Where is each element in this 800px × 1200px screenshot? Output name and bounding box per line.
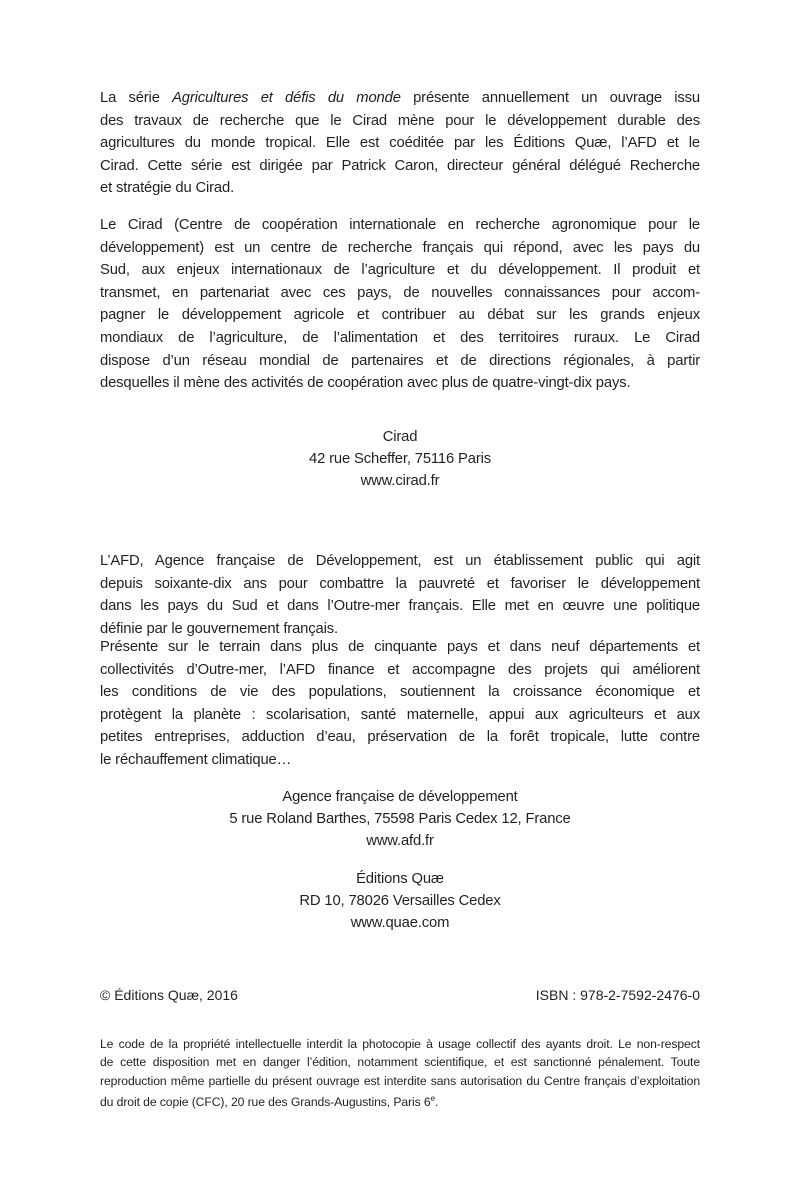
- text-line: dans les pays du Sud et dans l’Outre-mer français. Elle met en œuvre une politique: [100, 598, 700, 615]
- text-line: transmet, en partenariat avec ces pays, de nouvelles connaissances pour accom-: [100, 284, 700, 301]
- quae-address: [100, 868, 700, 934]
- text-line: www.quae.com: [350, 915, 450, 931]
- text-line: www.cirad.fr: [360, 473, 440, 489]
- text-line: RD 10, 78026 Versailles Cedex: [299, 893, 501, 909]
- text-line: mondiaux de l’agriculture, de l’alimentation et des territoires ruraux. Le Cirad: [100, 329, 700, 346]
- afd-about-paragraph: [100, 636, 700, 772]
- text-line: de cette disposition met en danger l’édition, notamment scientifique, et est sanctionné pénalement. Toute: [100, 1055, 700, 1070]
- text-line: du droit de copie (CFC), 20 rue des Grands-Augustins, Paris 6e.: [100, 1094, 439, 1110]
- text-line: collectivités d’Outre-mer, l’AFD finance et accompagne des projets qui améliorent: [100, 661, 700, 678]
- text-line: Le Cirad (Centre de coopération internationale en recherche agronomique pour le: [100, 217, 700, 233]
- text-line: petites entreprises, adduction d’eau, préservation de la forêt tropicale, lutte contre: [100, 729, 700, 746]
- text-line: Sud, aux enjeux internationaux de l’agriculture et du développement. Il produit et: [100, 262, 700, 279]
- text-line: reproduction même partielle du présent ouvrage est interdite sans autorisation du Centre français d’exploitation: [100, 1073, 700, 1088]
- text-line: depuis soixante-dix ans pour combattre la pauvreté et favoriser le développement: [100, 575, 700, 592]
- text-line: desquelles il mène des activités de coopération avec plus de quatre-vingt-dix pays.: [100, 375, 631, 392]
- cirad-address: [100, 426, 700, 492]
- cirad-series-paragraph: [100, 87, 700, 200]
- text-segment: La série: [100, 90, 173, 106]
- text-line: Agence française de développement: [282, 789, 518, 805]
- text-line: [100, 87, 700, 110]
- text-line: www.afd.fr: [366, 833, 434, 849]
- text-line: pagner le développement agricole et contribuer au débat sur les grands enjeux: [100, 307, 700, 324]
- text-line: des travaux de recherche que le Cirad mène pour le développement durable des: [100, 112, 700, 129]
- text-line: le réchauffement climatique…: [100, 751, 292, 768]
- text-line: Cirad: [382, 429, 418, 445]
- superscript: e: [430, 1094, 435, 1104]
- text-line: agricultures du monde tropical. Elle est coéditée par les Éditions Quæ, l’AFD et le: [100, 135, 700, 152]
- afd-intro-paragraph: [100, 550, 700, 640]
- text-line: 5 rue Roland Barthes, 75598 Paris Cedex 12, France: [229, 811, 571, 827]
- text-line: Cirad. Cette série est dirigée par Patrick Caron, directeur général délégué Recherche: [100, 157, 700, 174]
- text-line: Le code de la propriété intellectuelle interdit la photocopie à usage collectif des ayants droit. Le non-respect: [100, 1037, 700, 1051]
- text-line: 42 rue Scheffer, 75116 Paris: [309, 451, 491, 467]
- legal-notice: [100, 1035, 700, 1109]
- text-line: et stratégie du Cirad.: [100, 180, 235, 197]
- text-line: Éditions Quæ: [356, 871, 444, 887]
- text-line: développement) est un centre de recherche français qui répond, avec les pays du: [100, 239, 700, 256]
- text-line: Présente sur le terrain dans plus de cinquante pays et dans neuf départements et: [100, 639, 700, 655]
- text-segment: présente annuellement un ouvrage issu: [400, 90, 701, 106]
- text-line: dispose d’un réseau mondial de partenaires et de directions régionales, à partir: [100, 352, 700, 369]
- series-title: Agricultures et défis du monde: [172, 90, 401, 106]
- afd-address: [100, 786, 700, 852]
- copyright: © Éditions Quæ, 2016: [100, 987, 238, 1003]
- text-line: les conditions de vie des populations, soutiennent la croissance économique et: [100, 684, 700, 701]
- copyright-row: [100, 987, 700, 1003]
- text-line: L’AFD, Agence française de Développement, est un établissement public qui agit: [100, 553, 700, 569]
- isbn: ISBN : 978-2-7592-2476-0: [535, 987, 700, 1003]
- cirad-about-paragraph: [100, 214, 700, 395]
- text-line: protègent la planète : scolarisation, santé maternelle, appui aux agriculteurs et aux: [100, 706, 700, 723]
- text-line: définie par le gouvernement français.: [100, 620, 338, 637]
